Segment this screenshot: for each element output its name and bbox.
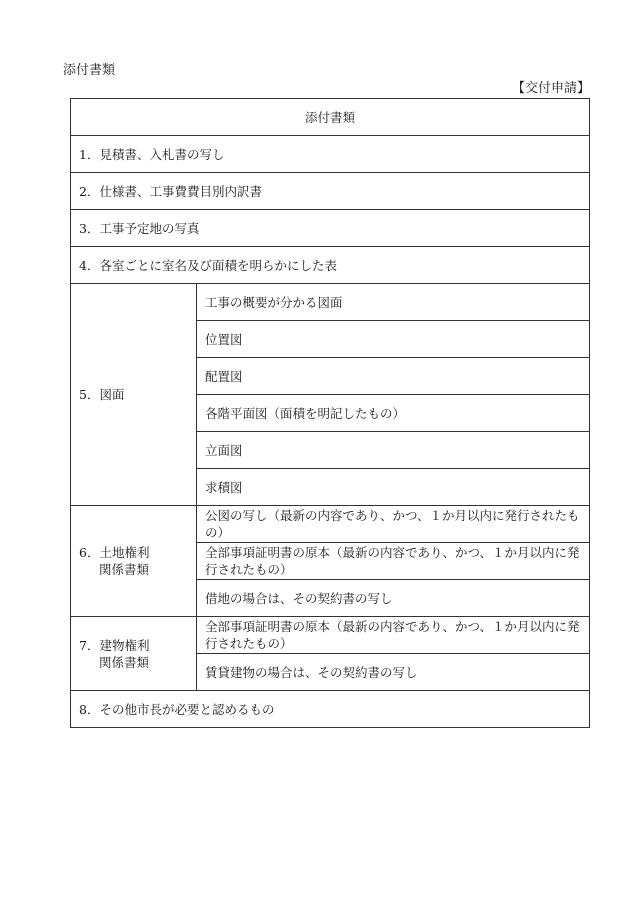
table-row	[71, 617, 590, 654]
table-row	[71, 691, 590, 728]
row-estimate-copy: 1．見積書、入札書の写し	[71, 136, 590, 173]
land-doc-item: 借地の場合は、その契約書の写し	[197, 580, 590, 617]
table-row	[71, 210, 590, 247]
table-header-row	[71, 99, 590, 136]
attachments-table	[70, 98, 590, 728]
building-doc-item: 全部事項証明書の原本（最新の内容であり、かつ、１か月以内に発行されたもの）	[197, 617, 590, 654]
row-other-documents: 8．その他市長が必要と認めるもの	[71, 691, 590, 728]
building-rights-label-line2: 関係書類	[99, 654, 150, 670]
drawing-item: 各階平面図（面積を明記したもの）	[197, 395, 590, 432]
drawing-item: 配置図	[197, 358, 590, 395]
table-row	[71, 506, 590, 543]
land-rights-label-line1: 6．土地権利	[79, 545, 150, 560]
land-rights-label-line2: 関係書類	[99, 562, 150, 577]
building-rights-label	[71, 617, 197, 691]
document-heading: 添付書類	[63, 63, 116, 78]
row-room-area-table: 4．各室ごとに室名及び面積を明らかにした表	[71, 247, 590, 284]
row-specifications: 2．仕様書、工事費費目別内訳書	[71, 173, 590, 210]
table-row	[71, 247, 590, 284]
land-doc-item: 公図の写し（最新の内容であり、かつ、１か月以内に発行されたもの）	[197, 506, 590, 543]
land-rights-label	[71, 506, 197, 617]
table-row	[71, 136, 590, 173]
drawing-item: 立面図	[197, 432, 590, 469]
building-doc-item: 賃貸建物の場合は、その契約書の写し	[197, 654, 590, 691]
building-rights-label-line1: 7．建物権利	[79, 637, 150, 653]
drawings-label: 5．図面	[71, 284, 197, 506]
drawing-item: 位置図	[197, 321, 590, 358]
drawing-item: 工事の概要が分かる図面	[197, 284, 590, 321]
table-header: 添付書類	[71, 99, 590, 136]
table-row	[71, 173, 590, 210]
drawing-item: 求積図	[197, 469, 590, 506]
application-type-label: 【交付申請】	[511, 81, 590, 96]
land-doc-item: 全部事項証明書の原本（最新の内容であり、かつ、１か月以内に発行されたもの）	[197, 543, 590, 580]
table-row	[71, 284, 590, 321]
row-site-photos: 3．工事予定地の写真	[71, 210, 590, 247]
